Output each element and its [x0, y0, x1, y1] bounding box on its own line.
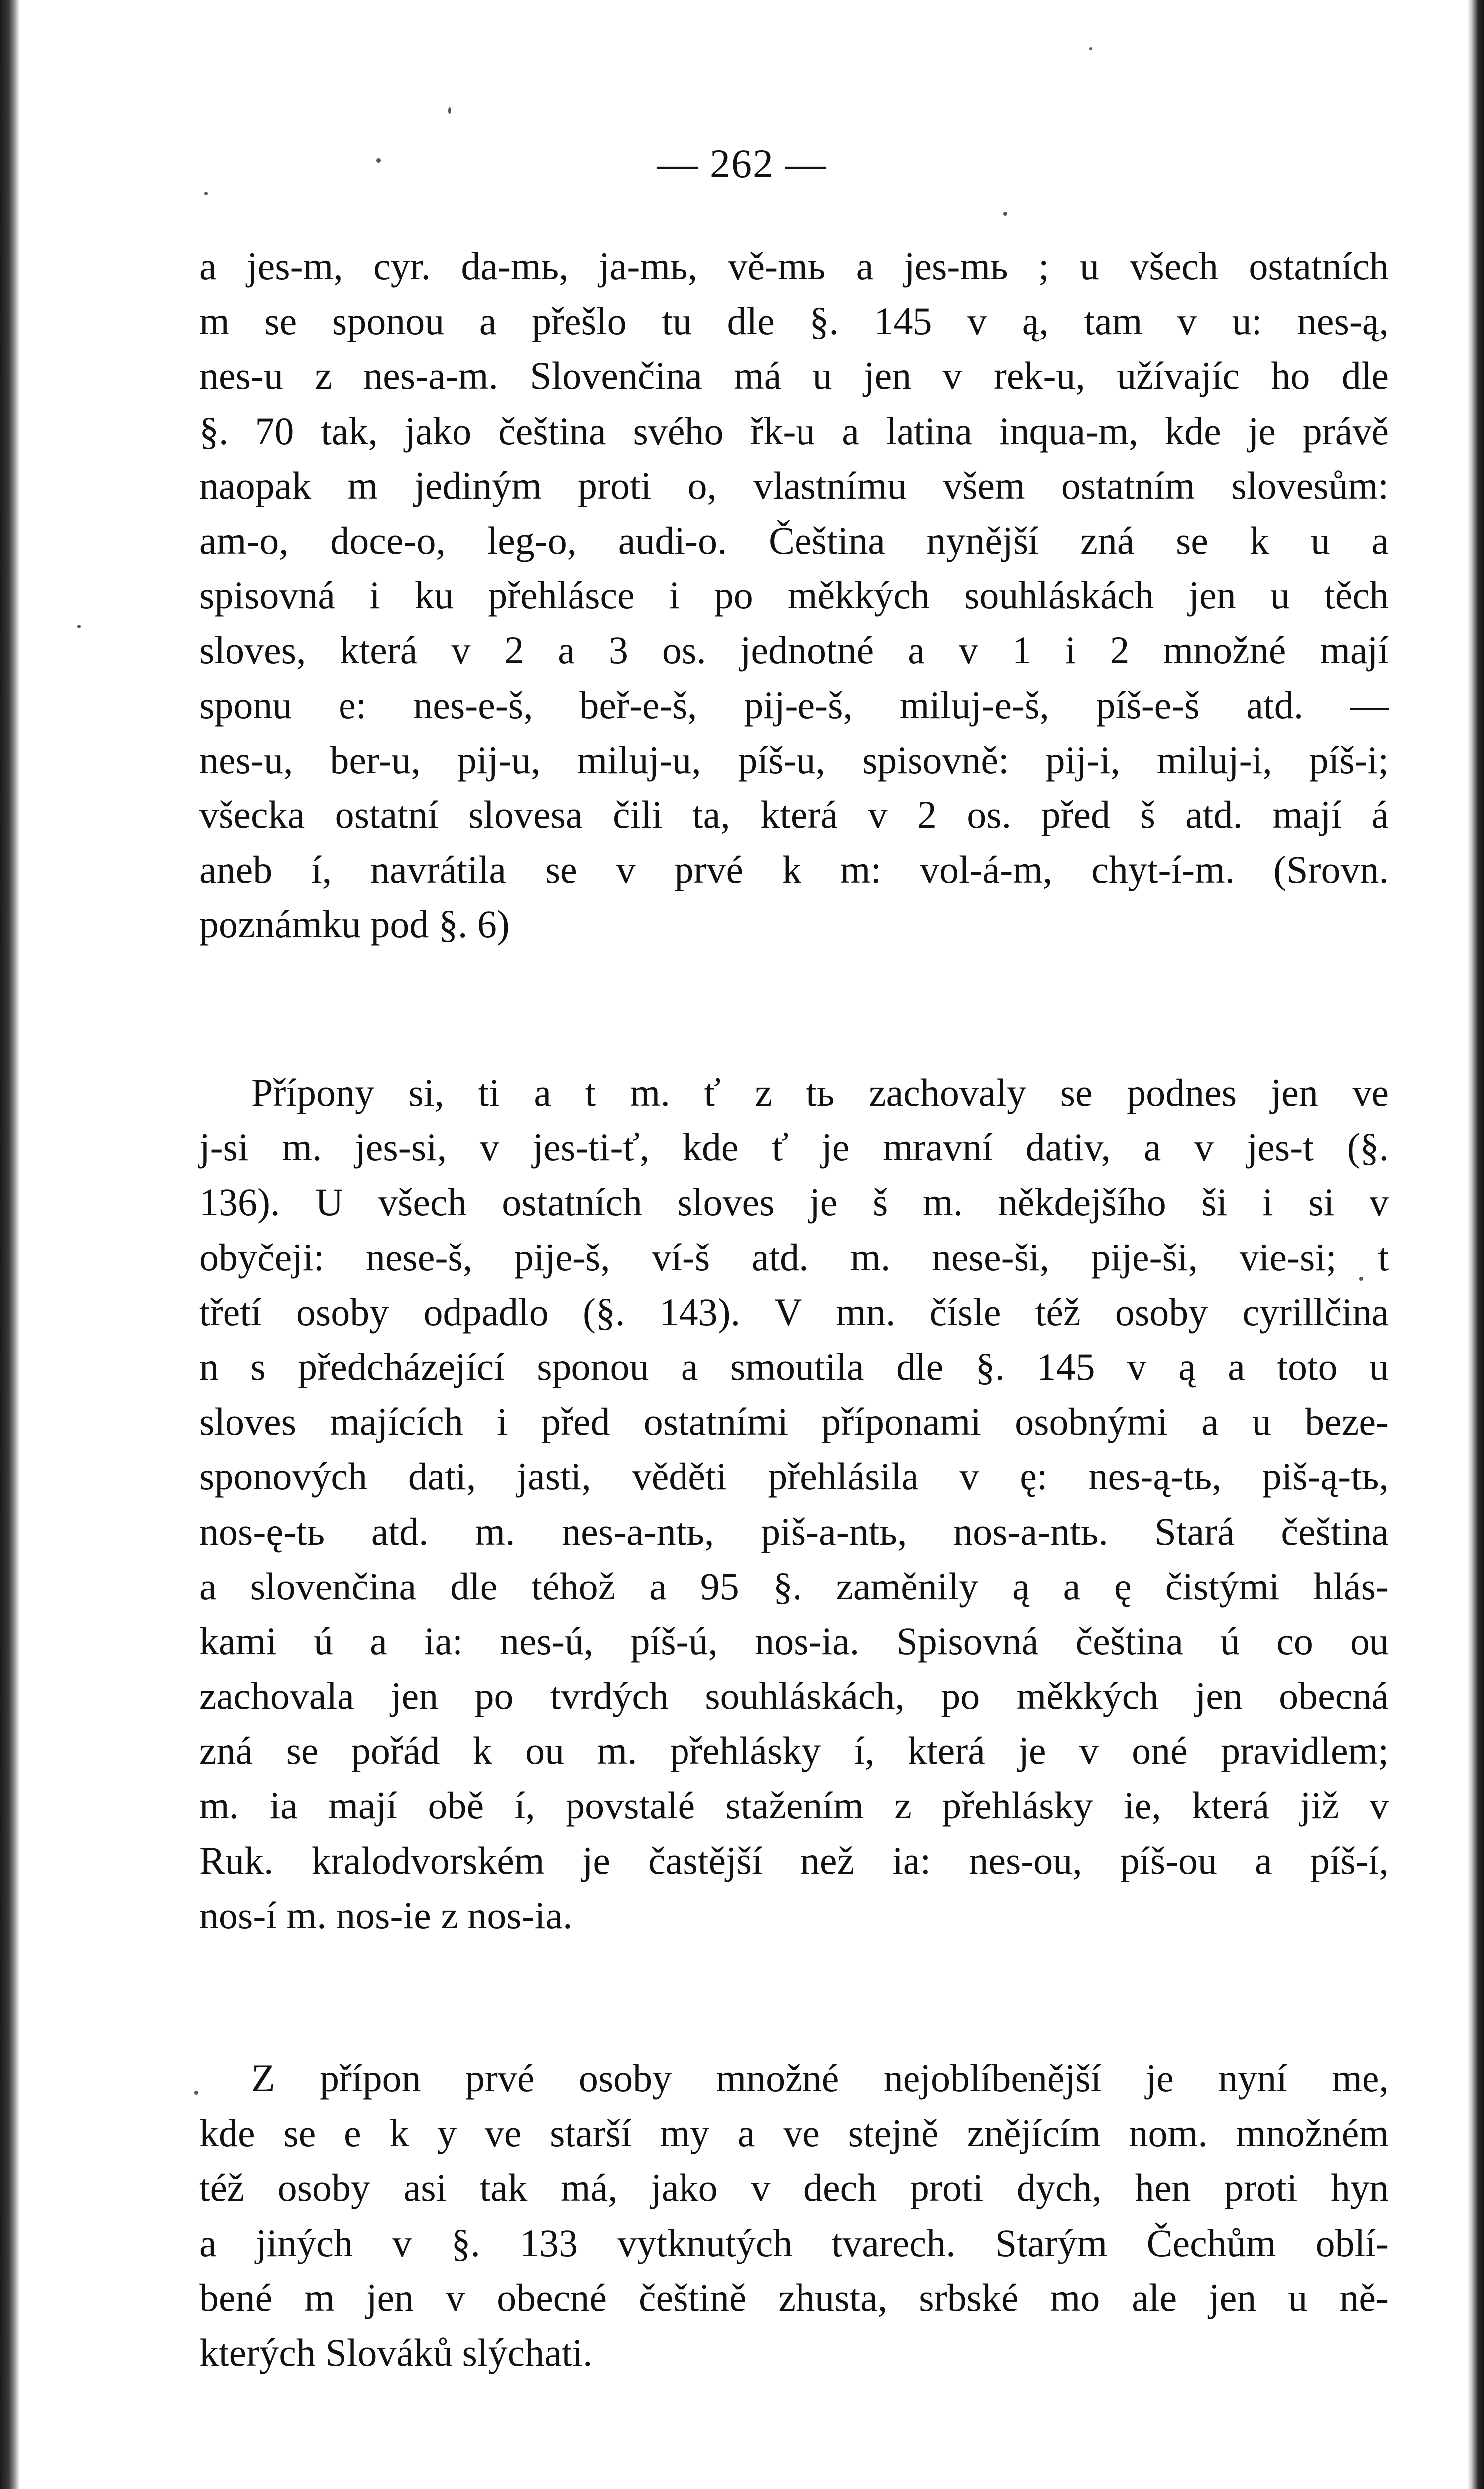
text-line: Z přípon prvé osoby množné nejoblíbenější je nyní me,: [251, 2056, 1389, 2100]
text-line: a slovenčina dle téhož a 95 §. zaměnily ą a ę čistými hlás-: [199, 1564, 1389, 1608]
text-line: poznámku pod §. 6): [199, 903, 510, 946]
text-line: n s předcházející sponou a smoutila dle §. 145 v ą a toto u: [199, 1345, 1389, 1388]
paragraph-1: [199, 239, 1389, 952]
text-line: kterých Slováků slýchati.: [199, 2330, 593, 2374]
text-line: nes-u, ber-u, pij-u, miluj-u, píš-u, spisovně: pij-i, miluj-i, píš-i;: [199, 738, 1389, 782]
text-line: Ruk. kralodvorském je častější než ia: nes-ou, píš-ou a píš-í,: [199, 1838, 1389, 1882]
text-line: §. 70 tak, jako čeština svého řk-u a latina inqua-m, kde je právě: [199, 409, 1389, 453]
text-line: am-o, doce-o, leg-o, audi-o. Čeština nynější zná se k u a: [199, 518, 1389, 562]
paper-speck: [1003, 212, 1007, 216]
text-line: obyčeji: nese-š, pije-š, ví-š atd. m. nese-ši, pije-ši, vie-si; t: [199, 1235, 1389, 1279]
text-line: všecka ostatní slovesa čili ta, která v 2 os. před š atd. mají á: [199, 792, 1389, 836]
page-edge-right: [1467, 0, 1484, 2489]
page-number: — 262 —: [657, 141, 827, 186]
text-line: m. ia mají obě í, povstalé stažením z přehlásky ie, která již v: [199, 1784, 1389, 1827]
text-line: třetí osoby odpadlo (§. 143). V mn. čísle též osoby cyrillčina: [199, 1290, 1389, 1334]
text-line: j-si m. jes-si, v jes-ti-ť, kde ť je mravní dativ, a v jes-t (§.: [199, 1126, 1389, 1169]
paper-speck: [448, 107, 451, 114]
text-line: kami ú a ia: nes-ú, píš-ú, nos-ia. Spisovná čeština ú co ou: [199, 1619, 1389, 1663]
text-line: zná se pořád k ou m. přehlásky í, která je v oné pravidlem;: [199, 1729, 1389, 1773]
text-line: sponu e: nes-e-š, beř-e-š, pij-e-š, miluj-e-š, píš-e-š atd. —: [199, 683, 1389, 727]
text-line: nes-u z nes-a-m. Slovenčina má u jen v rek-u, užívajíc ho dle: [199, 354, 1389, 398]
text-line: nos-ę-tь atd. m. nes-a-ntь, piš-a-ntь, nos-a-ntь. Stará čeština: [199, 1509, 1389, 1553]
paragraph-2: [199, 1065, 1389, 1943]
paper-speck: [194, 2091, 198, 2095]
text-line: sponových dati, jasti, věděti přehlásila v ę: nes-ą-tь, piš-ą-tь,: [199, 1455, 1389, 1498]
text-line: spisovná i ku přehlásce i po měkkých souhláskách jen u těch: [199, 573, 1389, 617]
text-line: naopak m jediným proti o, vlastnímu všem ostatním slovesům:: [199, 463, 1389, 507]
text-line: a jiných v §. 133 vytknutých tvarech. Starým Čechům oblí-: [199, 2221, 1389, 2264]
text-line: kde se e k y ve starší my a ve stejně znějícím nom. množném: [199, 2111, 1389, 2155]
text-line: nos-í m. nos-ie z nos-ia.: [199, 1893, 572, 1937]
paragraph-3: [199, 2051, 1389, 2380]
text-line: 136). U všech ostatních sloves je š m. někdejšího ši i si v: [199, 1180, 1389, 1224]
text-line: sloves, která v 2 a 3 os. jednotné a v 1 i 2 množné mají: [199, 628, 1389, 672]
text-line: Přípony si, ti a t m. ť z tь zachovaly se podnes jen ve: [251, 1071, 1389, 1114]
paper-speck: [77, 625, 81, 628]
text-line: též osoby asi tak má, jako v dech proti dych, hen proti hyn: [199, 2166, 1389, 2210]
text-line: zachovala jen po tvrdých souhláskách, po měkkých jen obecná: [199, 1674, 1389, 1718]
text-line: a jes-m, cyr. da-mь, ja-mь, vě-mь a jes-mь ; u všech ostatních: [199, 244, 1389, 288]
text-line: m se sponou a přešlo tu dle §. 145 v ą, tam v u: nes-ą,: [199, 299, 1389, 343]
binding-shadow-left: [0, 0, 20, 2489]
text-line: sloves majících i před ostatními příponami osobnými a u beze-: [199, 1400, 1389, 1444]
text-line: bené m jen v obecné češtině zhusta, srbské mo ale jen u ně-: [199, 2275, 1389, 2319]
paper-speck: [1089, 47, 1092, 50]
text-line: aneb í, navrátila se v prvé k m: vol-á-m, chyt-í-m. (Srovn.: [199, 848, 1389, 892]
paper-speck: [204, 192, 208, 195]
